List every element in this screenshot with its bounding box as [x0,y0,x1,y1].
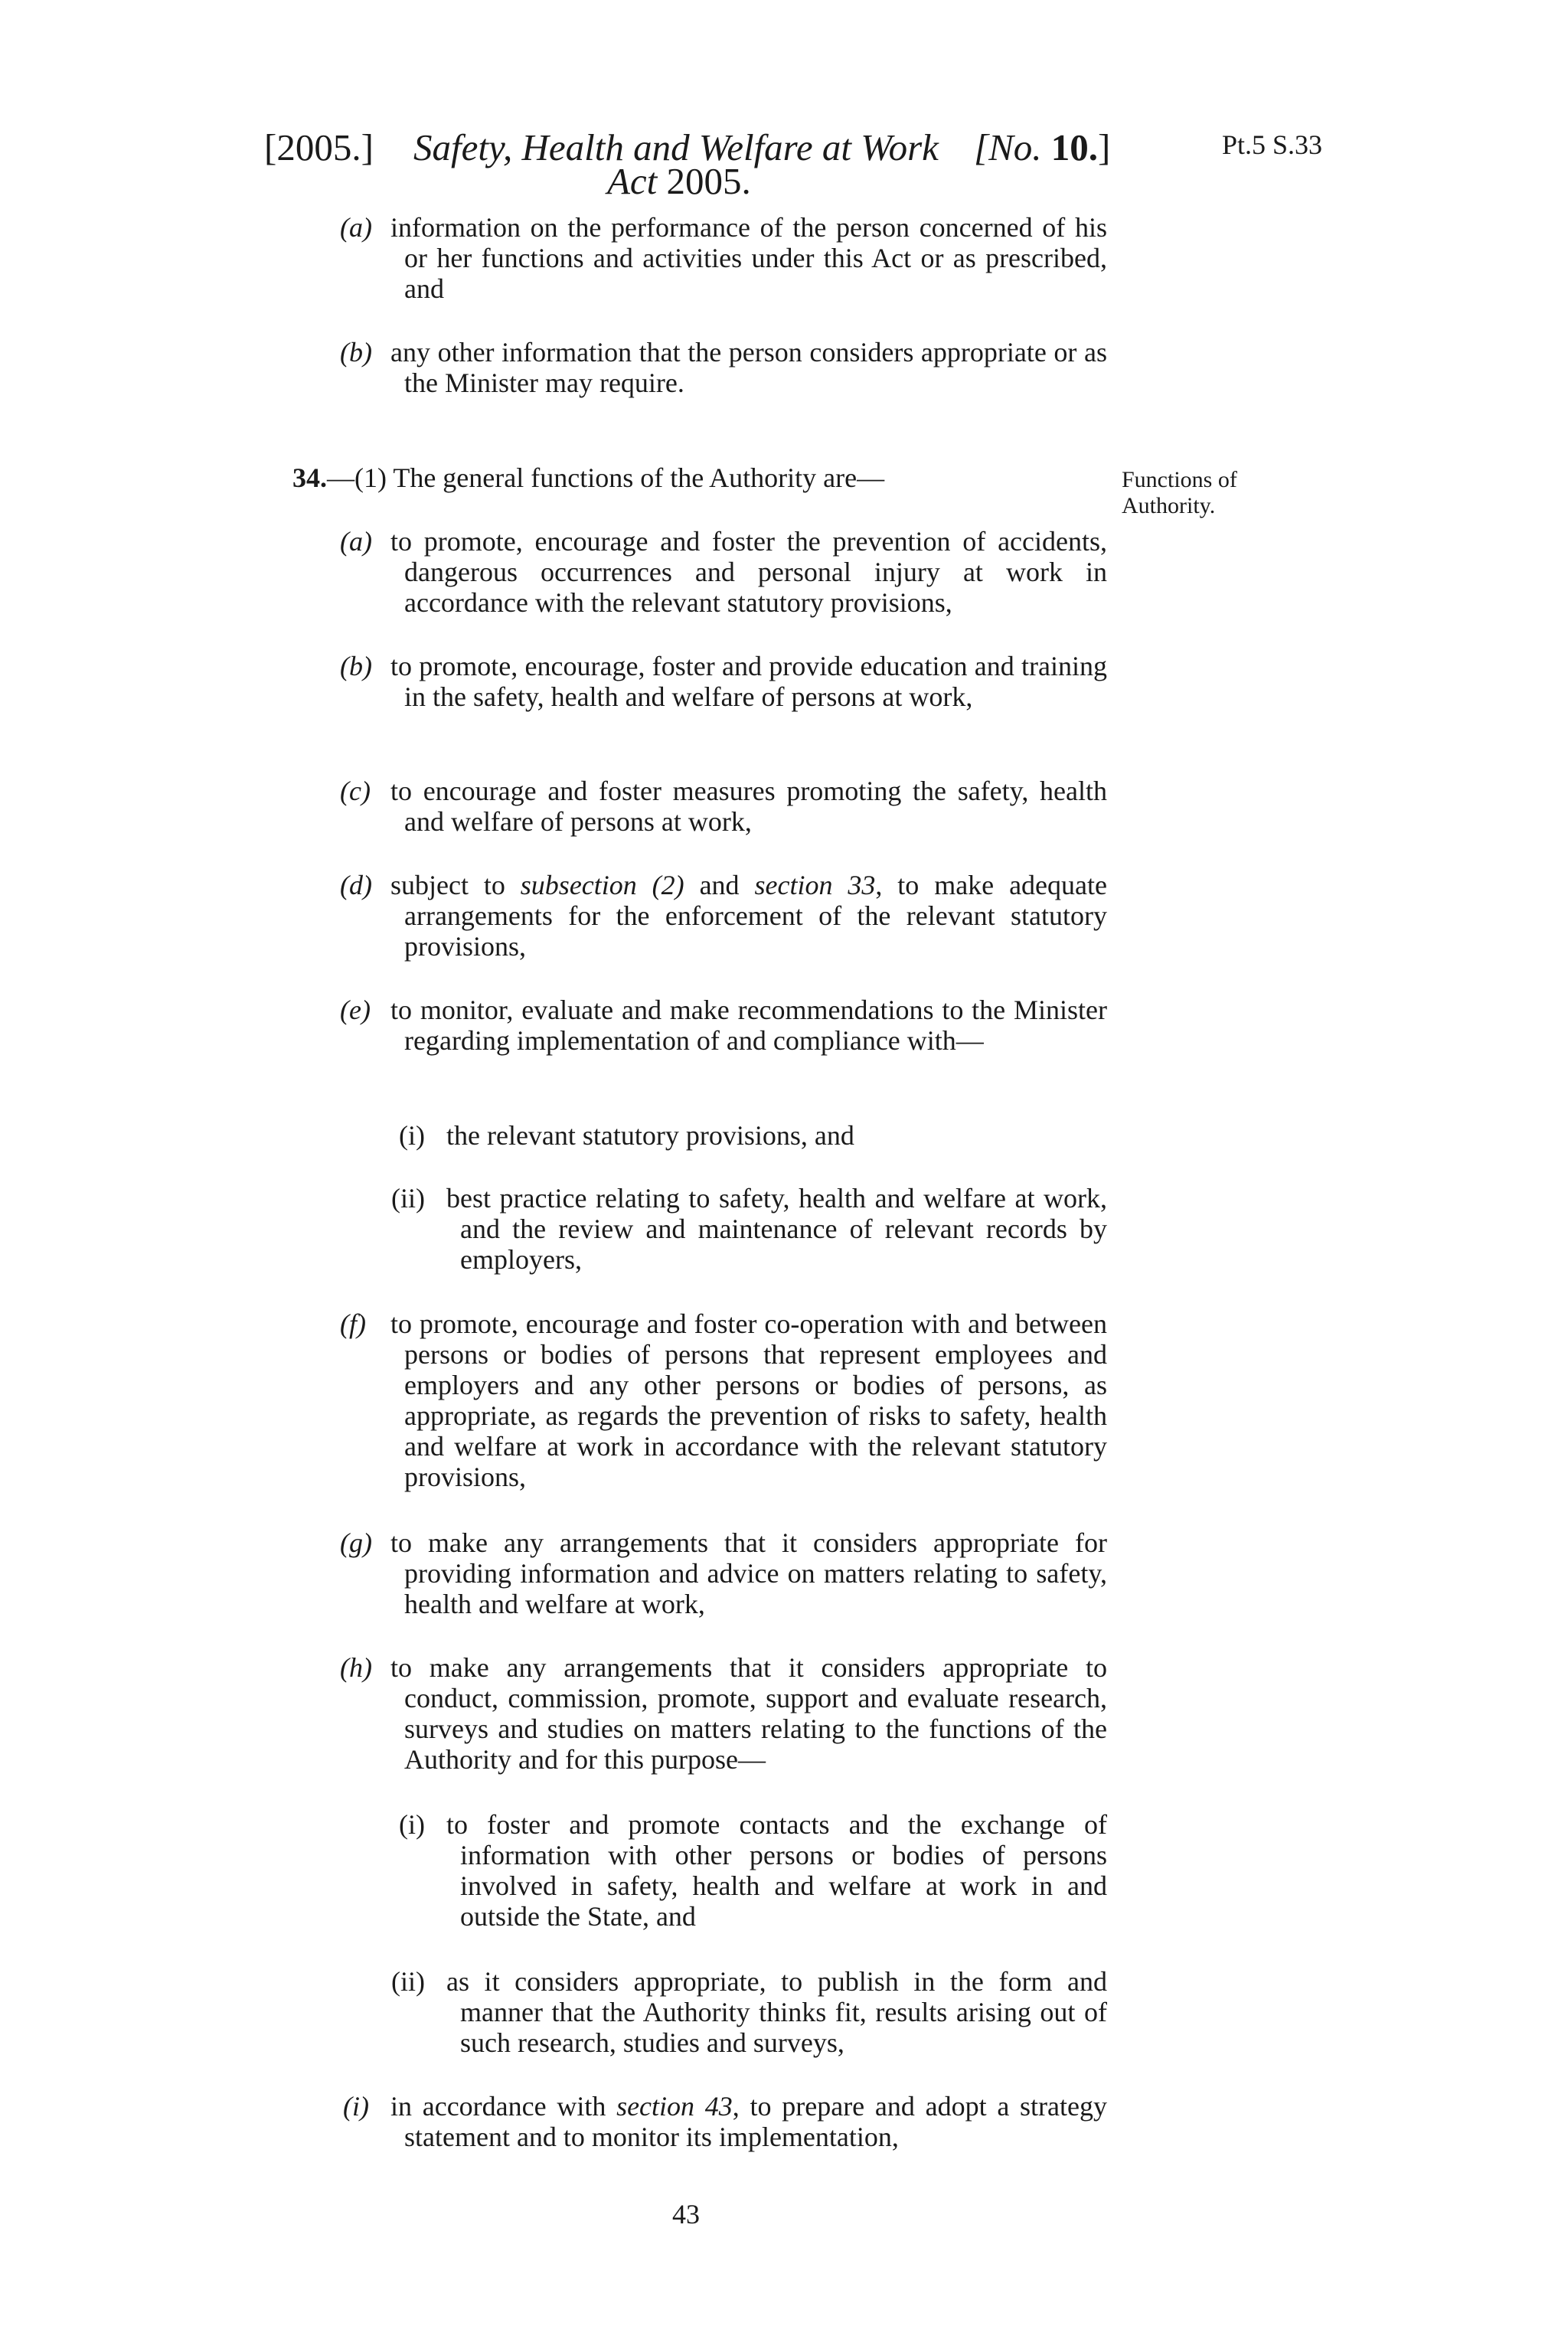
section-34-heading [292,462,884,493]
item-i-label: (i) [343,2091,370,2122]
item-i: in accordance with section 43, to prepare and adopt a strategy statement and to monitor its implementation, [390,2091,1107,2152]
header-title-line2 [607,161,751,202]
item-e: to monitor, evaluate and make recommendations to the Minister regarding implementation of and compliance with— [390,995,1107,1056]
item-e-label: (e) [340,995,371,1025]
subsection-2-ref: subsection (2) [520,870,684,900]
item-g: to make any arrangements that it considers appropriate for providing information and advice on matters relating to safety, health and welfare at work, [390,1527,1107,1619]
header-part-section: Pt.5 S.33 [1222,129,1323,160]
item-b-label: (b) [340,651,372,681]
item-f: to promote, encourage and foster co-operation with and between persons or bodies of persons that represent employees and employers and any other persons or bodies of persons, as appropriate, as regards the prevention of risks to safety, health and welfare at work in accordance with the relevant statutory provisions, [390,1308,1107,1492]
item-h-label: (h) [340,1652,372,1683]
section-33-ref: section 33 [754,870,876,900]
header-number-close: ] [1098,126,1111,168]
header-act: Act [607,160,658,202]
item-b: to promote, encourage, foster and provide education and training in the safety, health and welfare of persons at work, [390,651,1107,712]
section-43-ref: section 43 [616,2091,733,2122]
item-g-label: (g) [340,1527,372,1558]
prev-item-a-label: (a) [340,212,372,243]
item-d-label: (d) [340,870,372,900]
section-lead: —(1) The general functions of the Authority are— [327,462,885,493]
item-a: to promote, encourage and foster the prevention of accidents, dangerous occurrences and personal injury at work in accordance with the relevant statutory provisions, [390,526,1107,618]
header-act-number [974,127,1110,168]
item-c-label: (c) [340,776,371,806]
header-title: Safety, Health and Welfare at Work [413,126,939,168]
section-number: 34. [292,462,327,493]
item-h: to make any arrangements that it considers appropriate to conduct, commission, promote, support and evaluate research, surveys and studies on matters relating to the functions of the Authority and for this purpose— [390,1652,1107,1775]
header-number-prefix: [No. [974,126,1042,168]
page-number: 43 [672,2199,700,2230]
item-d: subject to subsection (2) and section 33, to make adequate arrangements for the enforcement of the relevant statutory provisions, [390,870,1107,962]
item-e-ii-label: (ii) [391,1183,425,1214]
item-c: to encourage and foster measures promoting the safety, health and welfare of persons at work, [390,776,1107,837]
prev-item-b: any other information that the person considers appropriate or as the Minister may require. [390,337,1107,398]
item-f-label: (f) [340,1308,367,1339]
item-h-ii: as it considers appropriate, to publish in the form and manner that the Authority thinks fit, results arising out of such research, studies and surveys, [446,1966,1107,2058]
prev-item-b-label: (b) [340,337,372,368]
item-e-ii: best practice relating to safety, health and welfare at work, and the review and maintenance of relevant records by employers, [446,1183,1107,1275]
item-h-ii-label: (ii) [391,1966,425,1997]
item-a-label: (a) [340,526,372,557]
header-year: [2005.] [264,126,374,168]
prev-item-a: information on the performance of the person concerned of his or her functions and activities under this Act or as prescribed, and [390,212,1107,304]
header-number: 10. [1050,126,1099,168]
item-e-i-label: (i) [399,1120,425,1151]
item-h-i: to foster and promote contacts and the exchange of information with other persons or bodies of persons involved in safety, health and welfare at work in and outside the State, and [446,1809,1107,1932]
margin-note: Functions of Authority. [1122,467,1237,518]
item-e-i: the relevant statutory provisions, and [446,1120,854,1151]
header-act-year: 2005. [666,160,751,202]
item-h-i-label: (i) [399,1809,425,1840]
